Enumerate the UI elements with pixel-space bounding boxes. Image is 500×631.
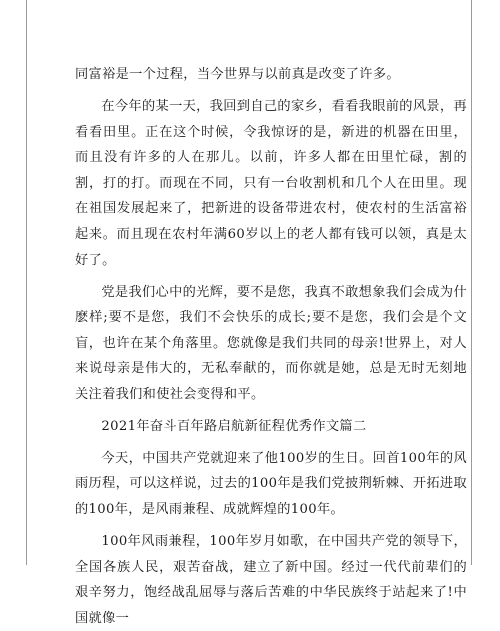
document-page <box>26 0 472 626</box>
section-heading: 2021年奋斗百年路启航新征程优秀作文篇二 <box>101 418 367 434</box>
paragraph-1: 同富裕是一个过程，当今世界与以前真是改变了许多。 <box>75 67 400 82</box>
article-body <box>75 62 467 631</box>
paragraph-2: 在今年的某一天，我回到自己的家乡，看看我眼前的风景，再看看田里。正在这个时候，令我惊讶的是，新进的机器在田里，而且没有许多的人在那儿。以前，许多人都在田里忙碌，割的割，打的打。而现在不同，只有一台收割机和几个人在田里。现在祖国发展起来了，把新进的设备带进农村，使农村的生活富裕起来。而且现在农村年满60岁以上的老人都有钱可以领，真是太好了。 <box>75 98 467 268</box>
paragraph-3: 党是我们心中的光辉，要不是您，我真不敢想象我们会成为什麽样;要不是您，我们不会快乐的成长;要不是您，我们会是个文盲，也许在某个角落里。您就像是我们共同的母亲!世界上，对人来说母亲是伟大的，无私奉献的，而你就是她，总是无时无刻地关注着我们和使社会变得和平。 <box>75 284 467 402</box>
paragraph-4: 今天，中国共产党就迎来了他100岁的生日。回首100年的风雨历程，可以这样说，过去的100年是我们党披荆斩棘、开拓进取的100年，是风雨兼程、成就辉煌的100年。 <box>75 450 467 518</box>
paragraph-5: 100年风雨兼程，100年岁月如歌，在中国共产党的领导下，全国各族人民，艰苦奋战，建立了新中国。经过一代代前辈们的艰辛努力，饱经战乱屈辱与落后苦难的中华民族终于站起来了!中国就像一 <box>75 534 467 626</box>
